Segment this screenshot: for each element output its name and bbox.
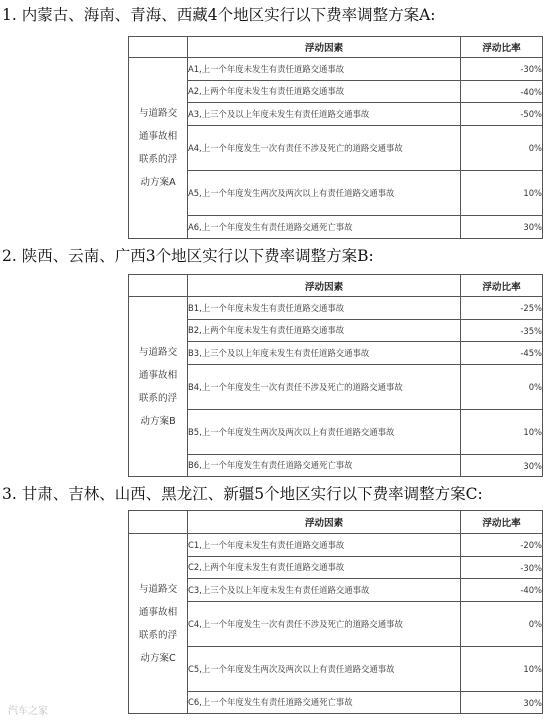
factor-cell: B1,上一个年度未发生有责任道路交通事故 [188, 297, 461, 320]
ratio-cell: 10% [461, 647, 543, 692]
ratio-cell: -20% [461, 534, 543, 557]
group-label-line: 动方案A [140, 177, 176, 188]
ratio-cell: 0% [461, 126, 543, 171]
table-row [129, 103, 543, 126]
group-label-line: 与道路交 [138, 346, 178, 358]
header-ratio: 浮动比率 [461, 275, 543, 297]
factor-cell: B5,上一个年度发生两次及两次以上有责任道路交通事故 [188, 410, 461, 455]
ratio-cell: -40% [461, 81, 543, 103]
header-factor: 浮动因素 [188, 275, 461, 297]
factor-cell: A1,上一个年度未发生有责任道路交通事故 [188, 58, 461, 81]
table-row [129, 579, 543, 602]
ratio-cell: -30% [461, 557, 543, 579]
table-row [129, 534, 543, 557]
watermark: 汽车之家 [8, 706, 48, 717]
group-label-cell [129, 534, 188, 714]
factor-cell: C6,上一个年度发生有责任道路交通死亡事故 [188, 692, 461, 714]
factor-cell: C4,上一个年度发生一次有责任不涉及死亡的道路交通事故 [188, 602, 461, 647]
header-factor: 浮动因素 [188, 511, 461, 534]
group-label-line: 联系的浮 [138, 154, 178, 165]
group-label-cell [129, 297, 188, 477]
table-row [129, 216, 543, 239]
ratio-cell: 30% [461, 692, 543, 714]
ratio-cell: 30% [461, 455, 543, 477]
group-label-line: 动方案C [140, 652, 176, 664]
header-blank-cell [129, 37, 188, 58]
ratio-cell: -50% [461, 103, 543, 126]
factor-cell: A5,上一个年度发生两次及两次以上有责任道路交通事故 [188, 171, 461, 216]
table-row [129, 602, 543, 647]
group-label-line: 动方案B [140, 415, 176, 427]
heading-plan-b: 2. 陕西、云南、广西3个地区实行以下费率调整方案B: [2, 247, 374, 265]
group-label-line: 通事故相 [138, 606, 178, 618]
ratio-cell: 10% [461, 171, 543, 216]
group-label-line: 与道路交 [138, 108, 178, 119]
ratio-cell: -30% [461, 58, 543, 81]
group-label-line: 联系的浮 [138, 629, 178, 641]
factor-cell: A2,上两个年度未发生有责任道路交通事故 [188, 81, 461, 103]
group-label-cell [129, 58, 188, 239]
ratio-cell: 0% [461, 602, 543, 647]
ratio-cell: -40% [461, 579, 543, 602]
rate-table-a [128, 36, 543, 239]
factor-cell: C5,上一个年度发生两次及两次以上有责任道路交通事故 [188, 647, 461, 692]
group-label-line: 通事故相 [138, 369, 178, 381]
table-row [129, 647, 543, 692]
rate-table-b [128, 274, 543, 477]
rate-table-c [128, 510, 543, 714]
table-row [129, 342, 543, 365]
factor-cell: A4,上一个年度发生一次有责任不涉及死亡的道路交通事故 [188, 126, 461, 171]
table-row [129, 171, 543, 216]
factor-cell: C2,上两个年度未发生有责任道路交通事故 [188, 557, 461, 579]
group-label-line: 通事故相 [138, 131, 178, 142]
table-header-row [129, 511, 543, 534]
group-label-line: 与道路交 [138, 583, 178, 595]
header-ratio: 浮动比率 [461, 511, 543, 534]
table-header-row [129, 37, 543, 58]
table-row [129, 410, 543, 455]
table-row [129, 365, 543, 410]
header-factor: 浮动因素 [188, 37, 461, 58]
factor-cell: A3,上三个及以上年度未发生有责任道路交通事故 [188, 103, 461, 126]
group-label-line: 联系的浮 [138, 392, 178, 404]
factor-cell: A6,上一个年度发生有责任道路交通死亡事故 [188, 216, 461, 239]
ratio-cell: 0% [461, 365, 543, 410]
table-row [129, 126, 543, 171]
factor-cell: C1,上一个年度未发生有责任道路交通事故 [188, 534, 461, 557]
table-row [129, 557, 543, 579]
table-row [129, 297, 543, 320]
table-row [129, 455, 543, 477]
factor-cell: B4,上一个年度发生一次有责任不涉及死亡的道路交通事故 [188, 365, 461, 410]
heading-plan-a: 1. 内蒙古、海南、青海、西藏4个地区实行以下费率调整方案A: [2, 6, 436, 24]
factor-cell: B3,上三个及以上年度未发生有责任道路交通事故 [188, 342, 461, 365]
ratio-cell: -25% [461, 297, 543, 320]
factor-cell: B2,上两个年度未发生有责任道路交通事故 [188, 320, 461, 342]
table-row [129, 692, 543, 714]
ratio-cell: -45% [461, 342, 543, 365]
factor-cell: B6,上一个年度发生有责任道路交通死亡事故 [188, 455, 461, 477]
table-row [129, 320, 543, 342]
header-blank-cell [129, 275, 188, 297]
table-row [129, 58, 543, 81]
table-header-row [129, 275, 543, 297]
ratio-cell: 10% [461, 410, 543, 455]
header-ratio: 浮动比率 [461, 37, 543, 58]
ratio-cell: -35% [461, 320, 543, 342]
table-row [129, 81, 543, 103]
heading-plan-c: 3. 甘肃、吉林、山西、黑龙江、新疆5个地区实行以下费率调整方案C: [2, 485, 483, 503]
header-blank-cell [129, 511, 188, 534]
ratio-cell: 30% [461, 216, 543, 239]
factor-cell: C3,上三个及以上年度未发生有责任道路交通事故 [188, 579, 461, 602]
